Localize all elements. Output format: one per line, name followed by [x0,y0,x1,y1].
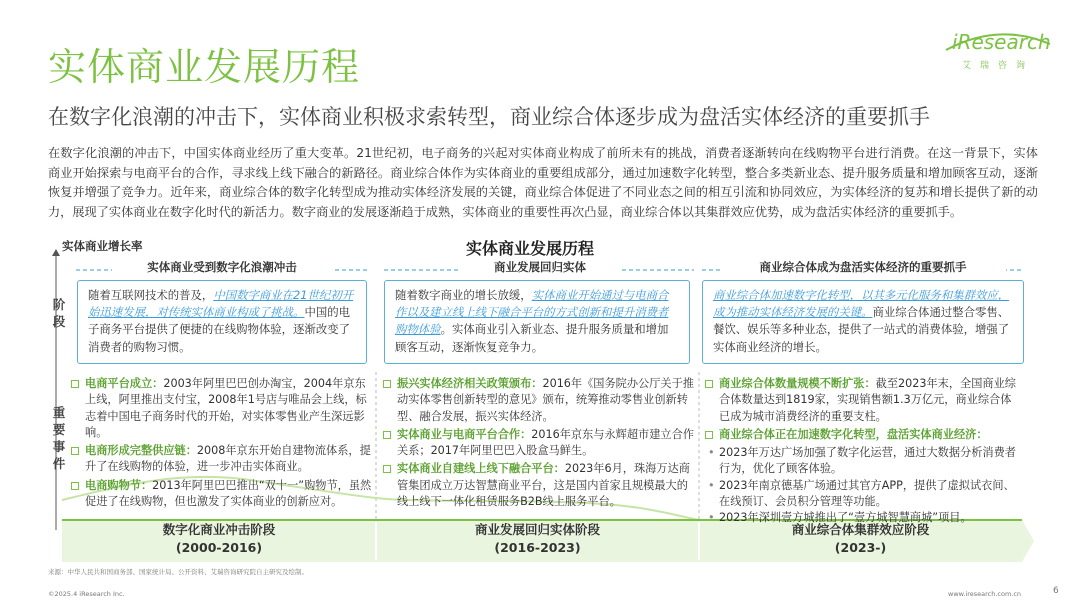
phase-box-3: 商业综合体加速数字化转型，以其多元化服务和集群效应，成为推动实体经济发展的关键。商业综合体通过整合零售、餐饮、娱乐等多种业态，提供了一站式的消费体验，增强了实体商业经济的增长。 [702,280,1024,364]
page-number: 6 [1053,586,1059,596]
period-label-2: 商业发展回归实体阶段 (2016-2023) [474,522,600,555]
bullet-item: • 2023年万达广场加强了数字化运营，通过大数据分析消费者行为，优化了顾客体验。 [708,446,1016,476]
bullet-item: • 2023年南京德基广场通过其官方APP，提供了虚拟试衣间、在线预订、会员积分管理等功能。 [708,478,1015,509]
page-subtitle: 在数字化浪潮的冲击下，实体商业积极求索转型，商业综合体逐步成为盘活实体经济的重要抓手 [48,105,930,129]
side-label-events: 重要事件 [52,405,66,471]
y-axis-arrow-icon [52,249,60,256]
phase-box-1: 随着互联网技术的普及，中国数字商业在21世纪初开始迅速发展，对传统实体商业构成了挑战。中国的电子商务平台提供了便捷的在线购物体验，逐渐改变了消费者的购物习惯。 [77,280,367,364]
event-item: 电商购物节：2013年阿里巴巴推出“双十一”购物节，虽然促进了在线购物，但也激发了实体商业的创新应对。 [70,478,372,511]
events-column-1 [70,376,372,512]
event-item: 商业综合体正在加速数字化转型，盘活实体商业经济： [704,427,1022,443]
x-axis-arrow-icon [1022,520,1034,562]
website-link[interactable]: www.iresearch.com.cn [948,590,1022,598]
logo-wordmark: iResearch [952,30,1051,54]
event-item: 振兴实体经济相关政策颁布：2016年《国务院办公厅关于推动实体零售创新转型的意见》颁布，统筹推动零售业创新转型、融合发展，振兴实体经济。 [382,376,694,425]
copyright: ©2025.4 iResearch Inc. [48,590,125,598]
stage-header-2: 商业发展回归实体 [460,259,620,279]
growth-rate-label: 实体商业增长率 [62,239,143,253]
event-item: 电商平台成立：2003年阿里巴巴创办淘宝，2004年京东上线，阿里推出支付宝，2008年1号店与唯品会上线，标志着中国电子商务时代的开始，对实体零售业产生深远影响。 [70,376,372,441]
period-label-3: 商业综合体集群效应阶段 (2023-) [791,522,930,555]
event-item: 实体商业自建线上线下融合平台：2023年6月，珠海万达商管集团成立万达智慧商业平台，这是国内首家且规模最大的线上线下一体化租赁服务B2B线上服务平台。 [382,461,694,510]
event-item: 商业综合体数量规模不断扩张：截至2023年末，全国商业综合体数量达到1819家，实现销售额1.3万亿元，商业综合体已成为城市消费经济的重要支柱。 [704,376,1022,425]
page-title: 实体商业发展历程 [48,45,361,89]
stage-header-1: 实体商业受到数字化浪潮冲击 [112,259,332,279]
side-label-phase: 阶段 [52,297,66,329]
bullet-item: • 2023年深圳壹方城推出了“壹方城智慧商城”项目。 [708,511,972,525]
source-note: 来源：中华人民共和国商务部、国家统计局、公开资料、艾瑞咨询研究院自主研究及绘制。 [48,568,308,576]
logo-chinese: 艾瑞咨询 [962,61,1035,71]
phase-box-2: 随着数字商业的增长放缓，实体商业开始通过与电商合作以及建立线上线下融合平台的方式创新和提升消费者购物体验。实体商业引入新业态、提升服务质量和增加顾客互动，逐渐恢复竞争力。 [384,280,690,364]
period-label-1: 数字化商业冲击阶段 (2000-2016) [162,522,276,555]
intro-paragraph: 在数字化浪潮的冲击下，中国实体商业经历了重大变革。21世纪初，电子商务的兴起对实体商业构成了前所未有的挑战，消费者逐渐转向在线购物平台进行消费。在这一背景下，实体商业开始探索与电商平台的合作，寻求线上线下融合的新路径。商业综合体作为实体商业的重要组成部分，通过加速数字化转型，整合多类新业态、提升服务质量和增加顾客互动，逐渐恢复并增强了竞争力。近年来，商业综合体的数字化转型成为推动实体经济发展的关键，商业综合体促进了不同业态之间的相互引流和协同效应，为实体经济的复苏和增长提供了新的动力，展现了实体商业在数字化时代的新活力。数字商业的发展逐渐趋于成熟，实体商业的重要性再次凸显，商业综合体以其集群效应优势，成为盘活实体经济的重要抓手。 [48,146,1038,220]
event-item: 实体商业与电商平台合作：2016年京东与永辉超市建立合作关系；2017年阿里巴巴入股盒马鲜生。 [382,427,694,460]
chart-heading: 实体商业发展历程 [466,239,595,258]
stage-header-3: 商业综合体成为盘活实体经济的重要抓手 [720,259,1006,279]
events-column-2 [382,376,694,512]
event-item: 电商形成完整供应链：2008年京东开始自建物流体系，提升了在线购物的体验，进一步冲击实体商业。 [70,443,372,476]
events-column-3 [704,376,1022,527]
